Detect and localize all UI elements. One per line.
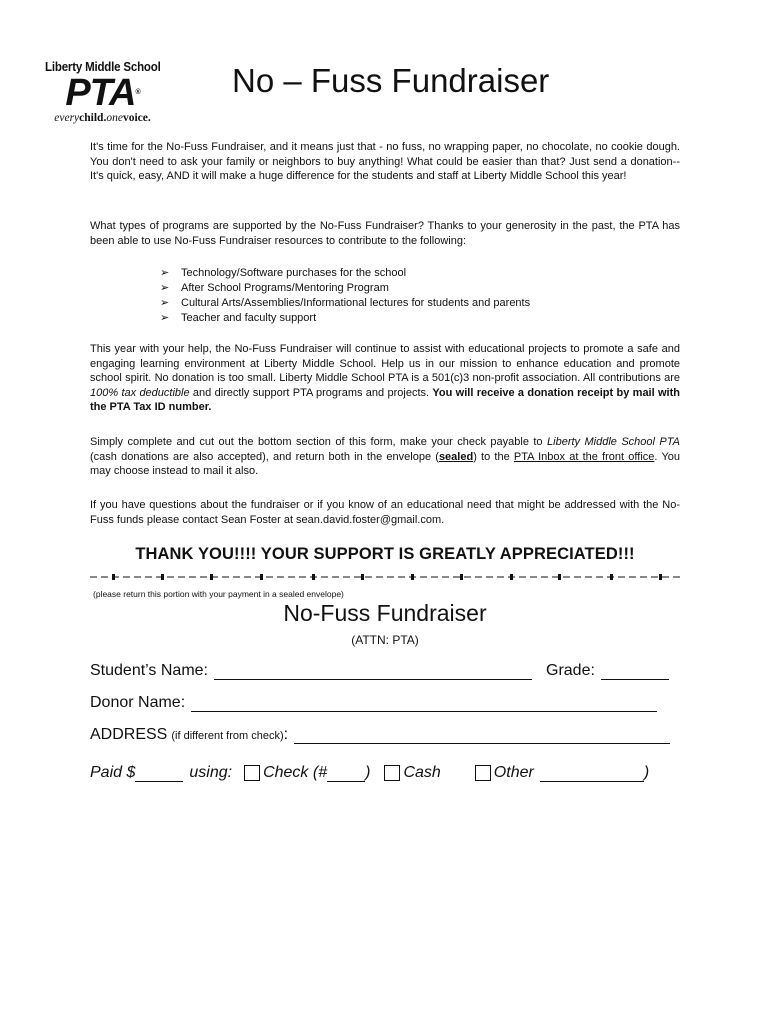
grade-label: Grade: [546, 662, 595, 679]
other-close-paren: ) [643, 764, 650, 781]
cash-label: Cash [403, 764, 441, 781]
donor-row [90, 694, 657, 712]
address-row [90, 726, 670, 744]
check-close-paren: ) [365, 764, 371, 781]
address-note: (if different from check) [171, 730, 284, 742]
pta-inbox-text: PTA Inbox at the front office [513, 450, 655, 463]
list-item: ➢ Teacher and faculty support [160, 311, 530, 326]
payee-name: Liberty Middle School PTA [547, 436, 680, 448]
logo-school-name: Liberty Middle School [45, 60, 161, 74]
instructions-section [90, 435, 680, 479]
donor-name-field[interactable] [191, 695, 657, 712]
pta-logo [40, 60, 165, 124]
check-label: Check (# [263, 764, 328, 781]
list-item: ➢ Cultural Arts/Assemblies/Informational lectures for students and parents [160, 296, 530, 311]
payment-row [90, 764, 649, 782]
address-label: ADDRESS [90, 726, 168, 743]
form-attn: (ATTN: PTA) [351, 633, 419, 647]
page-title: No – Fuss Fundraiser [232, 62, 550, 99]
check-checkbox[interactable] [244, 765, 260, 781]
receipt-notice: You will receive a donation receipt by mail with the PTA Tax ID number. [90, 386, 680, 414]
cash-checkbox[interactable] [384, 765, 400, 781]
list-item: ➢ Technology/Software purchases for the school [160, 266, 530, 281]
contact-section [90, 498, 680, 527]
address-colon: : [283, 726, 289, 743]
help-paragraph: This year with your help, the No-Fuss Fundraiser will continue to assist with educational projects to promote a safe and engaging learning environment at Liberty Middle School. Help us in our mission to enhance education and promote school spirit. No donation is too small. Liberty Middle School PTA is a 501(c)3 non-profit association. All contributions are 100% tax deductible and directly support PTA programs and projects. You will receive a donation receipt by mail with the PTA Tax ID number. [90, 343, 680, 414]
student-grade-row [90, 662, 669, 680]
intro-section [90, 140, 680, 184]
using-label: using: [189, 764, 233, 781]
other-field[interactable] [540, 765, 644, 782]
student-name-field[interactable] [214, 663, 532, 680]
student-name-label: Student’s Name: [90, 662, 208, 679]
paid-label: Paid $ [90, 764, 136, 781]
contact-paragraph: If you have questions about the fundraiser or if you know of an educational need that might be addressed with the No-Fuss funds please contact Sean Foster at sean.david.foster@gmail.com. [90, 499, 680, 526]
other-checkbox[interactable] [475, 765, 491, 781]
instructions-paragraph: Simply complete and cut out the bottom section of this form, make your check payable to Liberty Middle School PTA (cash donations are also accepted), and return both in the envelope (sealed) to the PTA Inbox at the front office. You may choose instead to mail it also. [90, 436, 681, 478]
tax-deductible-text: 100% tax deductible [90, 386, 190, 399]
return-note: (please return this portion with your payment in a sealed envelope) [93, 589, 344, 599]
logo-tagline: everychild.onevoice. [54, 112, 151, 124]
programs-list [160, 266, 530, 326]
list-item: ➢ After School Programs/Mentoring Program [160, 281, 530, 296]
amount-field[interactable] [135, 765, 183, 782]
check-number-field[interactable] [327, 765, 365, 782]
intro-paragraph: It's time for the No-Fuss Fundraiser, and it means just that - no fuss, no wrapping paper, no chocolate, no cookie dough. You don't need to ask your family or neighbors to buy anything! What could be easier than that? Just send a donation-- It's quick, easy, AND it will make a huge difference for the students and staff at Liberty Middle School this year! [90, 141, 680, 183]
programs-intro-paragraph: What types of programs are supported by the No-Fuss Fundraiser? Thanks to your generosity in the past, the PTA has been able to use No-Fuss Fundraiser resources to contribute to the following: [90, 220, 680, 247]
sealed-text: sealed [438, 450, 474, 463]
cut-line [90, 572, 680, 582]
logo-pta-wordmark: PTA® [65, 72, 140, 114]
help-section [90, 342, 680, 415]
form-title: No-Fuss Fundraiser [283, 600, 487, 626]
thank-you-banner: THANK YOU!!!! YOUR SUPPORT IS GREATLY APPRECIATED!!! [135, 545, 635, 563]
address-field[interactable] [294, 727, 670, 744]
programs-section [90, 219, 680, 248]
grade-field[interactable] [601, 663, 669, 680]
donor-name-label: Donor Name: [90, 694, 186, 711]
other-label: Other [493, 764, 534, 781]
